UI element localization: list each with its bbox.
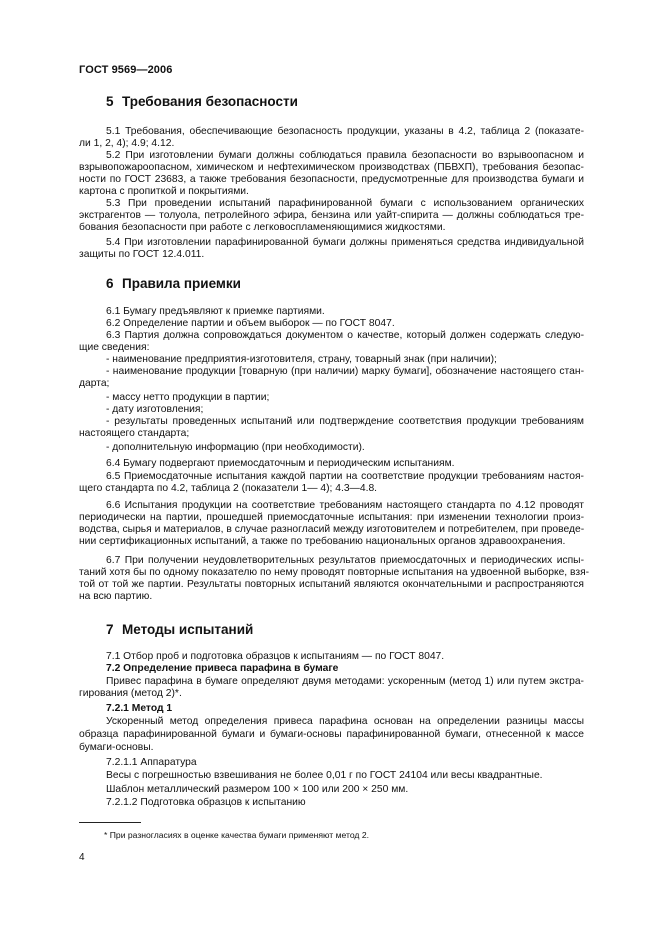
section-5-heading [106, 94, 298, 109]
section-number: 5 [106, 94, 114, 109]
paragraph-line: 5.1 Требования, обеспечивающие безопасность продукции, указаны в 4.2, таблица 2 (показате- [106, 126, 584, 137]
paragraph-line: картона с пропиткой и покрытиями. [79, 186, 249, 197]
list-item: - дату изготовления; [106, 404, 204, 415]
paragraph-line: ли 1, 2, 4); 4.9; 4.12. [79, 138, 175, 149]
paragraph-line: Привес парафина в бумаге определяют двумя методами: ускоренным (метод 1) или путем экстра- [106, 676, 584, 687]
subsection-heading: 7.2.1.1 Аппаратура [106, 757, 197, 768]
subsection-heading: 7.2.1 Метод 1 [106, 703, 173, 714]
paragraph-line: таний хотя бы по одному показателю по нему проводят повторные испытания на удвоенной выборке, взя- [79, 567, 590, 578]
paragraph-line: щего стандарта по 4.2, таблица 2 (показатели 1— 4); 4.3—4.8. [79, 483, 378, 494]
list-item: - результаты проведенных испытаний или подтверждение соответствия продукции требованиям [106, 416, 584, 427]
footnote-divider [79, 822, 141, 823]
paragraph-line: периодически на партии, прошедшей приемосдаточные испытания: при изменении технологии произ- [79, 512, 584, 523]
paragraph-line: настоящего стандарта; [79, 428, 190, 439]
list-item: - наименование предприятия-изготовителя, страну, товарный знак (при наличии); [106, 354, 497, 365]
paragraph-line: Шаблон металлический размером 100 × 100 или 200 × 250 мм. [106, 784, 409, 795]
paragraph-line: 5.2 При изготовлении бумаги должны соблюдаться правила безопасности во взрывоопасном и [106, 150, 584, 161]
list-item: - дополнительную информацию (при необходимости). [106, 442, 365, 453]
document-header: ГОСТ 9569—2006 [79, 64, 173, 76]
paragraph-line: нии сертификационных испытаний, а также по требованию национальных органов здравоохранения. [79, 536, 566, 547]
list-item: - массу нетто продукции в партии; [106, 392, 270, 403]
paragraph-line: водства, сырья и материалов, в случае разногласий между изготовителем и потребителем, при проведе- [79, 524, 585, 535]
paragraph-line: экстрагентов — толуола, петролейного эфира, бензина или уайт-спирита — должны соблюдаться тре- [79, 210, 584, 221]
section-6-heading [106, 276, 241, 291]
paragraph-line: 7.1 Отбор проб и подготовка образцов к испытаниям — по ГОСТ 8047. [106, 651, 445, 662]
section-title: Требования безопасности [122, 94, 298, 109]
section-title: Методы испытаний [122, 622, 254, 637]
section-number: 6 [106, 276, 114, 291]
footnote: * При разногласиях в оценке качества бумаги применяют метод 2. [104, 830, 369, 840]
paragraph-line: ности по ГОСТ 23683, а также требования безопасности, предусмотренные для производства бумаги и [79, 174, 584, 185]
subsection-heading: 7.2.1.2 Подготовка образцов к испытанию [106, 797, 306, 808]
paragraph-line: взрывопожароопасном, химическом и нефтехимическом производствах (ПБВХП), требования безопас- [79, 162, 584, 173]
section-title: Правила приемки [122, 276, 241, 291]
paragraph-line: 5.4 При изготовлении парафинированной бумаги должны применяться средства индивидуальной [106, 237, 584, 248]
paragraph-line: Ускоренный метод определения привеса парафина основан на определении разницы массы [106, 716, 584, 727]
paragraph-line: защиты по ГОСТ 12.4.011. [79, 249, 205, 260]
paragraph-line: 6.6 Испытания продукции на соответствие требованиям настоящего стандарта по 4.12 проводят [106, 500, 584, 511]
paragraph-line: 6.3 Партия должна сопровождаться документом о качестве, который должен содержать следую- [106, 330, 584, 341]
paragraph-line: Весы с погрешностью взвешивания не более 0,01 г по ГОСТ 24104 или весы квадрантные. [106, 770, 543, 781]
paragraph-line: бования безопасности при работе с легковоспламеняющимися жидкостями. [79, 222, 446, 233]
paragraph-line: 6.7 При получении неудовлетворительных результатов приемосдаточных и периодических испы- [106, 555, 584, 566]
paragraph-line: 6.1 Бумагу предъявляют к приемке партиями. [106, 306, 325, 317]
section-number: 7 [106, 622, 114, 637]
paragraph-line: на всю партию. [79, 591, 153, 602]
page-number: 4 [79, 852, 85, 863]
paragraph-line: 6.4 Бумагу подвергают приемосдаточным и периодическим испытаниям. [106, 458, 455, 469]
paragraph-line: 5.3 При проведении испытаний парафинированной бумаги с использованием органических [106, 198, 584, 209]
paragraph-line: гирования (метод 2)*. [79, 688, 182, 699]
paragraph-line: образца парафинированной бумаги и бумаги-основы парафинированной бумаги, отнесенной к массе [79, 729, 584, 740]
paragraph-line: дарта; [79, 378, 110, 389]
paragraph-line: 6.5 Приемосдаточные испытания каждой партии на соответствие продукции требованиям настоя- [106, 471, 584, 482]
paragraph-line: той от той же партии. Результаты повторных испытаний являются окончательными и распространяются [79, 579, 584, 590]
subsection-heading: 7.2 Определение привеса парафина в бумаге [106, 663, 339, 674]
section-7-heading [106, 622, 253, 637]
list-item: - наименование продукции [товарную (при наличии) марку бумаги], обозначение настоящего стан- [106, 366, 584, 377]
paragraph-line: бумаги-основы. [79, 742, 154, 753]
paragraph-line: щие сведения: [79, 342, 150, 353]
paragraph-line: 6.2 Определение партии и объем выборок — по ГОСТ 8047. [106, 318, 395, 329]
